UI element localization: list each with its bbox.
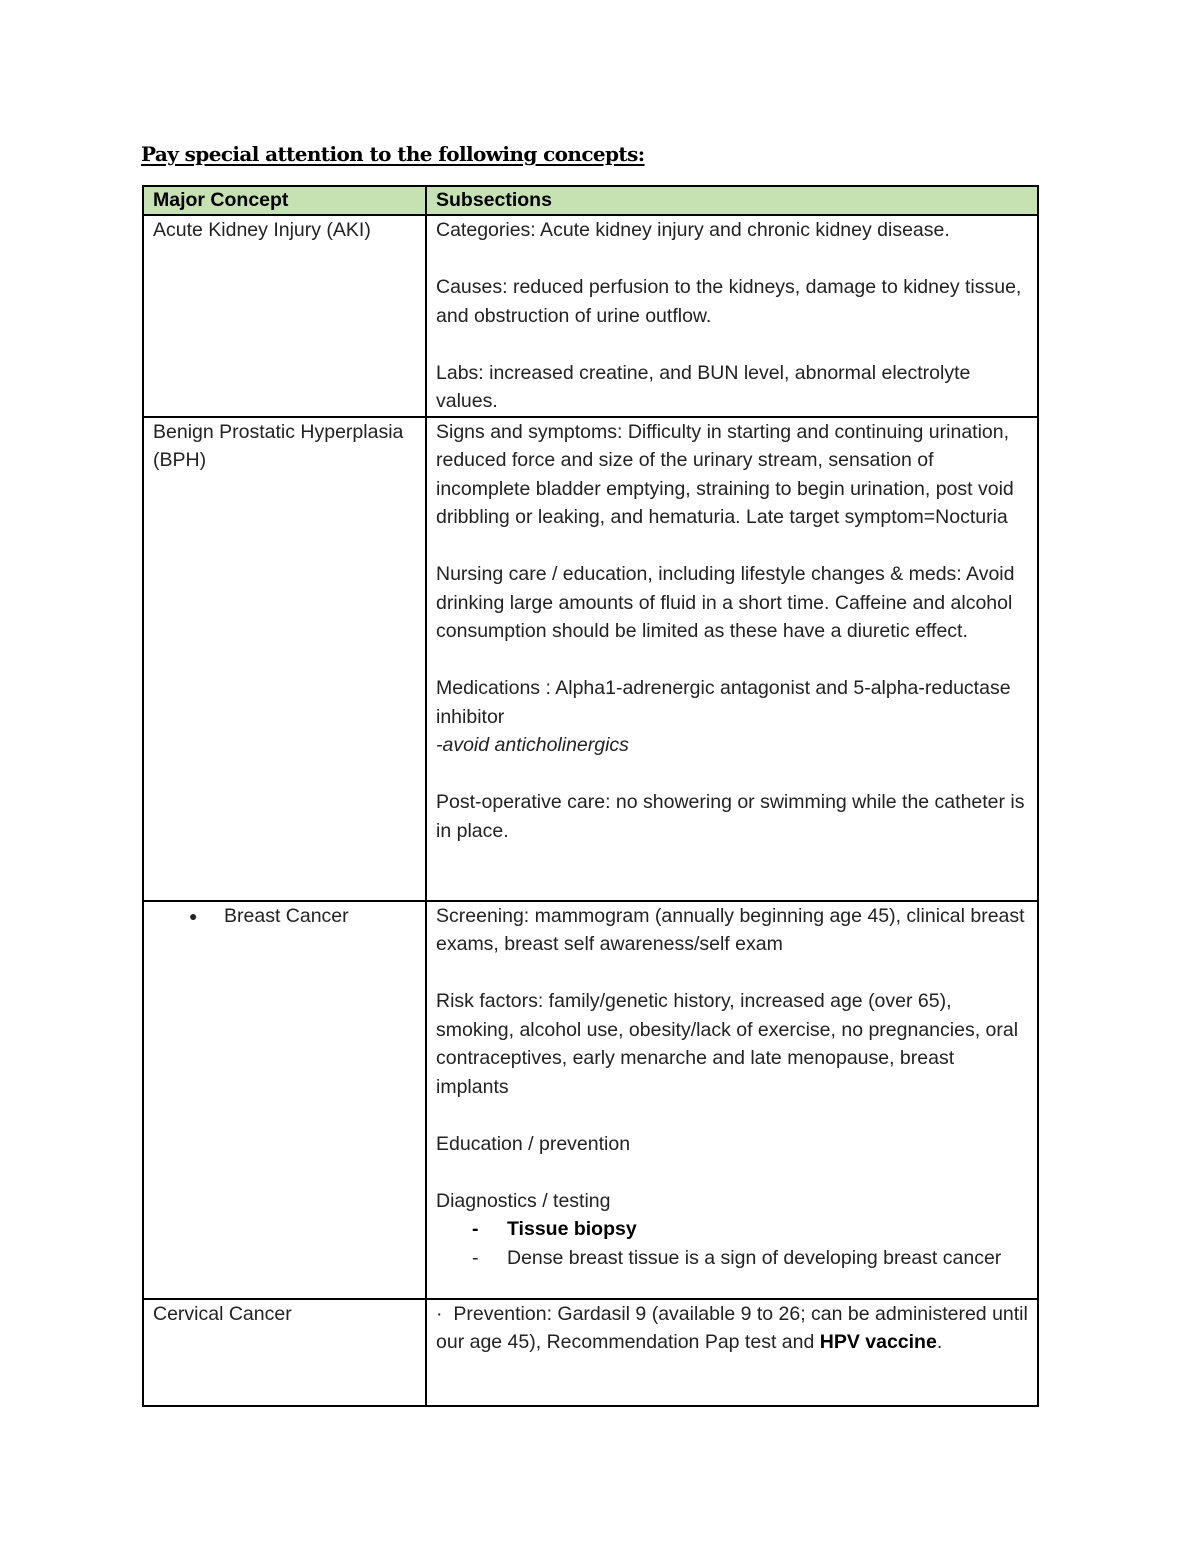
aki-labs: Labs: increased creatine, and BUN level, abnormal electrolyte values. [436,361,971,412]
breast-education: Education / prevention [436,1132,631,1155]
bph-nursing-care: Nursing care / education, including lifestyle changes & meds: Avoid drinking large amounts of fluid in a short time. Caffeine and alcohol consumption should be limited as these have a diuretic effect. [436,563,1015,642]
subsections-cell [426,901,1038,1299]
breast-diagnostics: Diagnostics / testing [436,1189,611,1212]
bph-signs-symptoms: Signs and symptoms: Difficulty in starting and continuing urination, reduced force and size of the urinary stream, sensation of incomplete bladder emptying, straining to begin urination, post void dribbling or leaking, and hematuria. Late target symptom=Nocturia [436,420,1014,528]
concept-cell [143,901,426,1299]
table-row-cervical-cancer [143,1299,1038,1406]
bulleted-concept [153,902,419,931]
table-row-aki [143,215,1038,417]
concept-cell: Acute Kidney Injury (AKI) [143,215,426,417]
concepts-table [142,185,1039,1407]
breast-screening: Screening: mammogram (annually beginning age 45), clinical breast exams, breast self awareness/self exam [436,904,1025,955]
aki-causes: Causes: reduced perfusion to the kidneys, damage to kidney tissue, and obstruction of urine outflow. [436,276,1022,327]
bph-post-op-care: Post-operative care: no showering or swimming while the catheter is in place. [436,791,1025,842]
subsections-cell [426,417,1038,901]
subsections-cell [426,1299,1038,1406]
concept-cell: Benign Prostatic Hyperplasia (BPH) [143,417,426,901]
bullet-icon: ● [189,907,198,924]
table-row-bph [143,417,1038,901]
dash-icon: - [472,1246,479,1269]
bph-medications: Medications : Alpha1-adrenergic antagonist and 5-alpha-reductase inhibitor [436,677,1011,728]
dash-icon: - [472,1218,479,1240]
cervical-prevention [436,1300,1031,1357]
table-row-breast-cancer [143,901,1038,1299]
concept-label: Breast Cancer [224,904,349,927]
bph-avoid-note: -avoid anticholinergics [436,734,629,756]
hpv-vaccine-text: HPV vaccine [819,1331,937,1353]
list-item-text: Dense breast tissue is a sign of developing breast cancer [507,1246,1002,1269]
prevention-text: Prevention: Gardasil 9 (available 9 to 26; can be administered until our age 45), Recommendation Pap test and [436,1302,1028,1353]
breast-risk-factors: Risk factors: family/genetic history, increased age (over 65), smoking, alcohol use, obesity/lack of exercise, no pregnancies, oral contraceptives, early menarche and late menopause, breast implants [436,990,1019,1098]
list-item [436,1244,1031,1273]
list-item-text: Tissue biopsy [507,1218,637,1240]
table-header-row [143,186,1038,215]
header-subsections: Subsections [426,186,1038,215]
prefix-dot: · [436,1302,443,1325]
concept-cell: Cervical Cancer [143,1299,426,1406]
page-title: Pay special attention to the following concepts: [141,142,645,166]
prevention-end: . [936,1331,943,1353]
subsections-cell [426,215,1038,417]
list-item [436,1215,1031,1244]
aki-categories: Categories: Acute kidney injury and chronic kidney disease. [436,219,950,241]
header-major-concept: Major Concept [143,186,426,215]
diagnostics-list [436,1215,1031,1272]
